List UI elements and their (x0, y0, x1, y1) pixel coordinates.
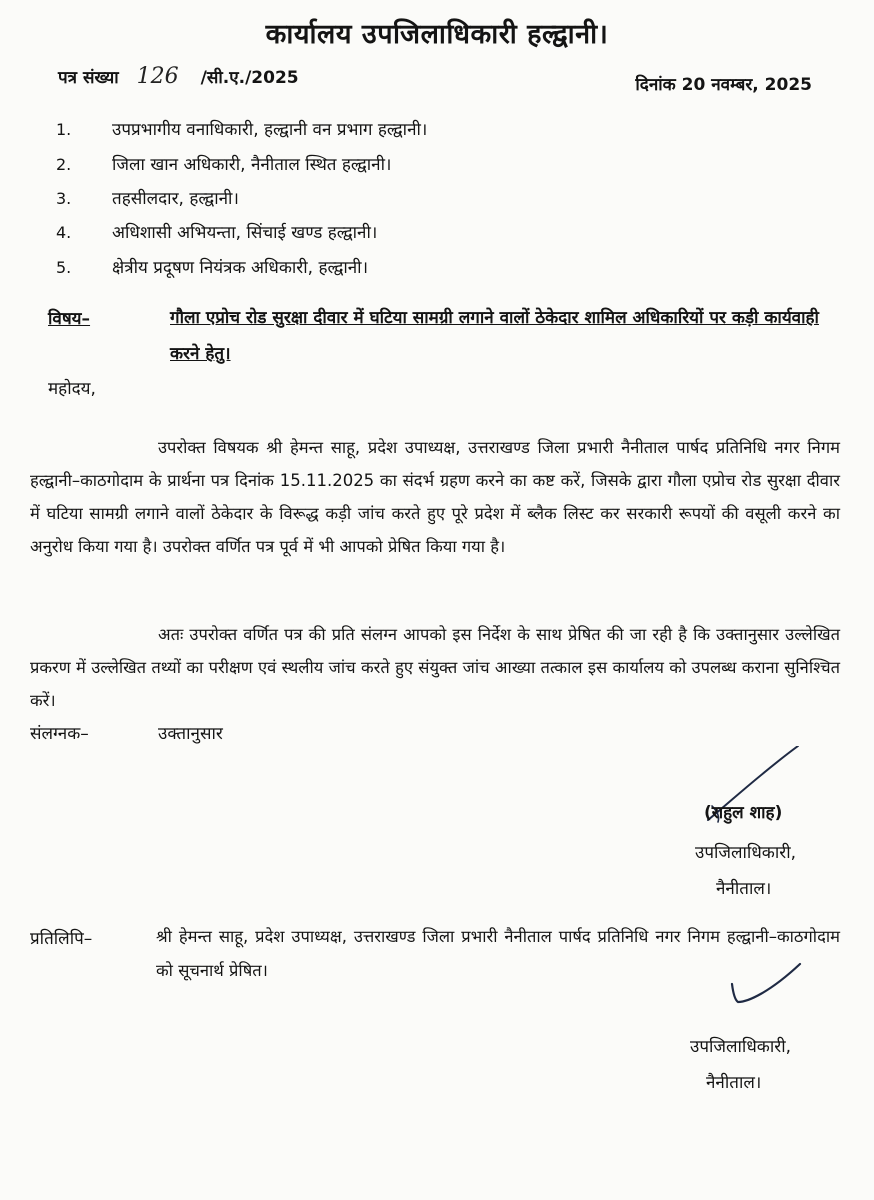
signatory-name: (राहुल शाह) (704, 803, 783, 823)
recipient-text: तहसीलदार, हल्द्वानी। (112, 189, 239, 209)
recipient-text: क्षेत्रीय प्रदूषण नियंत्रक अधिकारी, हल्द्वानी। (112, 258, 369, 278)
recipient-number: 5. (56, 258, 72, 277)
letter-date: दिनांक 20 नवम्बर, 2025 (635, 75, 812, 95)
enclosure-value: उक्तानुसार (158, 724, 223, 744)
office-title: कार्यालय उपजिलाधिकारी हल्द्वानी। (265, 19, 609, 50)
copy-signatory-designation: उपजिलाधिकारी, (690, 1037, 791, 1057)
ref-label: पत्र संख्या (58, 68, 119, 88)
salutation: महोदय, (48, 379, 96, 399)
recipient-text: उपप्रभागीय वनाधिकारी, हल्द्वानी वन प्रभाग हल्द्वानी। (112, 120, 428, 140)
recipient-number: 4. (56, 223, 72, 242)
ref-number: 126 (136, 64, 179, 89)
copy-label: प्रतिलिपि– (30, 929, 93, 949)
recipient-number: 3. (56, 189, 72, 208)
body-paragraph: अतः उपरोक्त वर्णित पत्र की प्रति संलग्न आपको इस निर्देश के साथ प्रेषित की जा रही है कि उक्तानुसार उल्लेखित प्रकरण में उल्लेखित तथ्यों का परीक्षण एवं स्थलीय जांच करते हुए संयुक्त जांच आख्या तत्काल इस कार्यालय को उपलब्ध कराना सुनिश्चित करें। (30, 625, 840, 710)
recipient-number: 2. (56, 155, 72, 174)
copy-signatory-place: नैनीताल। (706, 1073, 762, 1093)
body-paragraph: उपरोक्त विषयक श्री हेमन्त साहू, प्रदेश उपाध्यक्ष, उत्तराखण्ड जिला प्रभारी नैनीताल पार्षद प्रतिनिधि नगर निगम हल्द्वानी–काठगोदाम के प्रार्थना पत्र दिनांक 15.11.2025 का संदर्भ ग्रहण करने का कष्ट करें, जिसके द्वारा गौला एप्रोच रोड सुरक्षा दीवार में घटिया सामग्री लगाने वालों ठेकेदार के विरूद्ध कड़ी जांच करते हुए पूरे प्रदेश में ब्लैक लिस्ट कर सरकारी रूपयों की वसूली करने का अनुरोध किया गया है। उपरोक्त वर्णित पत्र पूर्व में भी आपको प्रेषित किया गया है। (30, 438, 840, 556)
subject-label: विषय– (48, 309, 91, 329)
enclosure-label: संलग्नक– (30, 724, 89, 744)
copy-text: श्री हेमन्त साहू, प्रदेश उपाध्यक्ष, उत्तराखण्ड जिला प्रभारी नैनीताल पार्षद प्रतिनिधि नगर निगम हल्द्वानी–काठगोदाम को सूचनार्थ प्रेषित। (156, 927, 840, 980)
signatory-designation: उपजिलाधिकारी, (695, 843, 796, 863)
ref-suffix: /सी.ए./2025 (200, 68, 299, 88)
recipient-text: अधिशासी अभियन्ता, सिंचाई खण्ड हल्द्वानी। (112, 223, 378, 243)
signatory-place: नैनीताल। (716, 879, 772, 899)
recipient-text: जिला खान अधिकारी, नैनीताल स्थित हल्द्वानी। (112, 155, 392, 175)
reference-line (58, 64, 299, 89)
subject-text: गौला एप्रोच रोड सुरक्षा दीवार में घटिया सामग्री लगाने वालों ठेकेदार शामिल अधिकारियों पर कड़ी कार्यवाही करने हेतु। (170, 308, 819, 364)
handwritten-initials (0, 958, 874, 1018)
recipient-number: 1. (56, 120, 72, 139)
